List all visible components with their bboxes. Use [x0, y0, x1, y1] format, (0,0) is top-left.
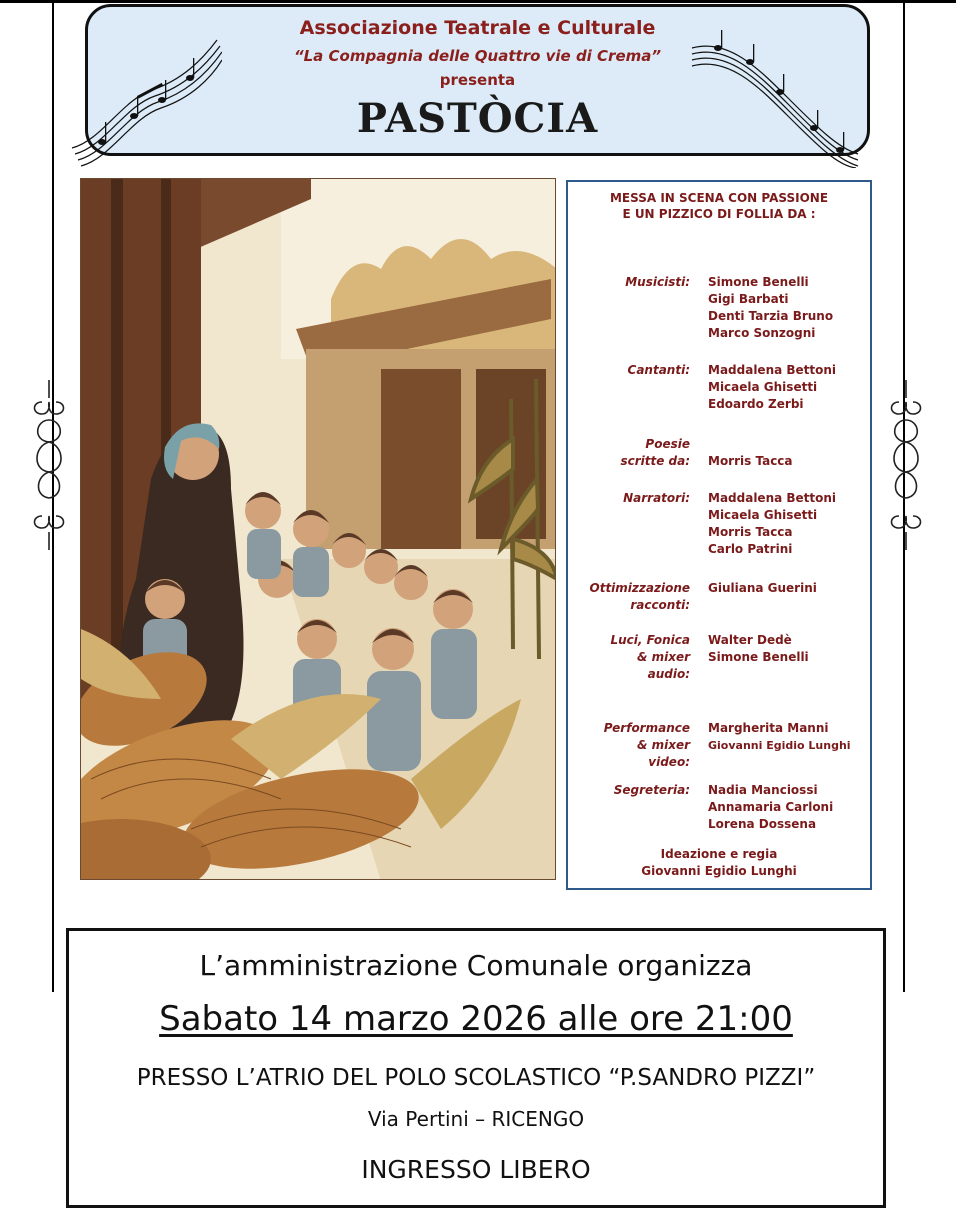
ideazione-name: Giovanni Egidio Lunghi [641, 864, 797, 878]
names-ottimizzazione [708, 580, 817, 597]
role-segreteria [568, 782, 690, 799]
role-label: racconti: [630, 598, 690, 612]
credit-name: Simone Benelli [708, 275, 809, 289]
role-musicisti [568, 274, 690, 291]
role-label: video: [648, 755, 690, 769]
address-line: Via Pertini – RICENGO [367, 1107, 585, 1131]
names-performance [708, 720, 851, 754]
role-label: & mixer [636, 738, 690, 752]
names-musicisti [708, 274, 833, 342]
role-poesie [568, 436, 690, 470]
credit-name: Giovanni Egidio Lunghi [708, 739, 851, 752]
ideazione-label: Ideazione e regia [660, 847, 778, 861]
credit-name: Morris Tacca [708, 525, 793, 539]
role-label: Luci, Fonica [610, 633, 690, 647]
credit-name: Walter Dedè [708, 633, 792, 647]
credit-name: Carlo Patrini [708, 542, 793, 556]
ideazione-regia [568, 846, 870, 880]
storyteller-with-children-illustration-icon [81, 179, 556, 880]
credit-name: Nadia Manciossi [708, 783, 818, 797]
credit-name: Morris Tacca [708, 454, 793, 468]
role-narratori [568, 490, 690, 507]
ornament-left-icon [26, 380, 72, 550]
credit-name: Annamaria Carloni [708, 800, 834, 814]
credit-name: Edoardo Zerbi [708, 397, 804, 411]
names-poesie [708, 453, 793, 470]
credit-name: Margherita Manni [708, 721, 829, 735]
credits-intro-line1: MESSA IN SCENA CON PASSIONE [609, 191, 829, 205]
names-luci-fonica [708, 632, 809, 666]
credit-name: Maddalena Bettoni [708, 363, 837, 377]
credit-name: Micaela Ghisetti [708, 380, 818, 394]
show-title: PASTÒCIA [356, 95, 599, 142]
credit-name: Maddalena Bettoni [708, 491, 837, 505]
role-label: audio: [647, 667, 690, 681]
storyteller-illustration [80, 178, 556, 880]
credit-name: Lorena Dossena [708, 817, 817, 831]
credit-name: Simone Benelli [708, 650, 809, 664]
role-label: Cantanti: [627, 363, 690, 377]
credits-box [566, 180, 872, 890]
role-performance [568, 720, 690, 771]
role-label: Narratori: [623, 491, 690, 505]
credit-name: Giuliana Guerini [708, 581, 817, 595]
credits-intro [568, 190, 870, 222]
role-cantanti [568, 362, 690, 379]
event-info-box [66, 928, 886, 1208]
frame-top-line [0, 0, 956, 3]
music-staff-right-icon [688, 28, 860, 168]
role-luci-fonica [568, 632, 690, 683]
credit-name: Micaela Ghisetti [708, 508, 818, 522]
role-label: Musicisti: [625, 275, 690, 289]
venue-line: PRESSO L’ATRIO DEL POLO SCOLASTICO “P.SANDRO PIZZI” [136, 1065, 816, 1091]
ornament-right-icon [883, 380, 929, 550]
credits-intro-line2: E UN PIZZICO DI FOLLIA DA : [622, 207, 816, 221]
company-name: “La Compagnia delle Quattro vie di Crema” [293, 47, 662, 65]
organizer-line: L’amministrazione Comunale organizza [199, 949, 753, 982]
role-label: Segreteria: [613, 783, 690, 797]
presenta-label: presenta [439, 71, 516, 89]
event-date: Sabato 14 marzo 2026 alle ore 21:00 [159, 999, 793, 1039]
role-label: & mixer [636, 650, 690, 664]
credit-name: Marco Sonzogni [708, 326, 816, 340]
names-narratori [708, 490, 836, 558]
role-label: scritte da: [620, 454, 690, 468]
names-segreteria [708, 782, 833, 833]
association-name: Associazione Teatrale e Culturale [299, 17, 656, 39]
free-entry-line: INGRESSO LIBERO [361, 1155, 591, 1184]
credit-name: Denti Tarzia Bruno [708, 309, 834, 323]
role-label: Poesie [645, 437, 690, 451]
role-ottimizzazione [568, 580, 690, 614]
role-label: Performance [603, 721, 690, 735]
credit-name: Gigi Barbati [708, 292, 789, 306]
music-staff-left-icon [62, 30, 222, 170]
role-label: Ottimizzazione [589, 581, 690, 595]
names-cantanti [708, 362, 836, 413]
